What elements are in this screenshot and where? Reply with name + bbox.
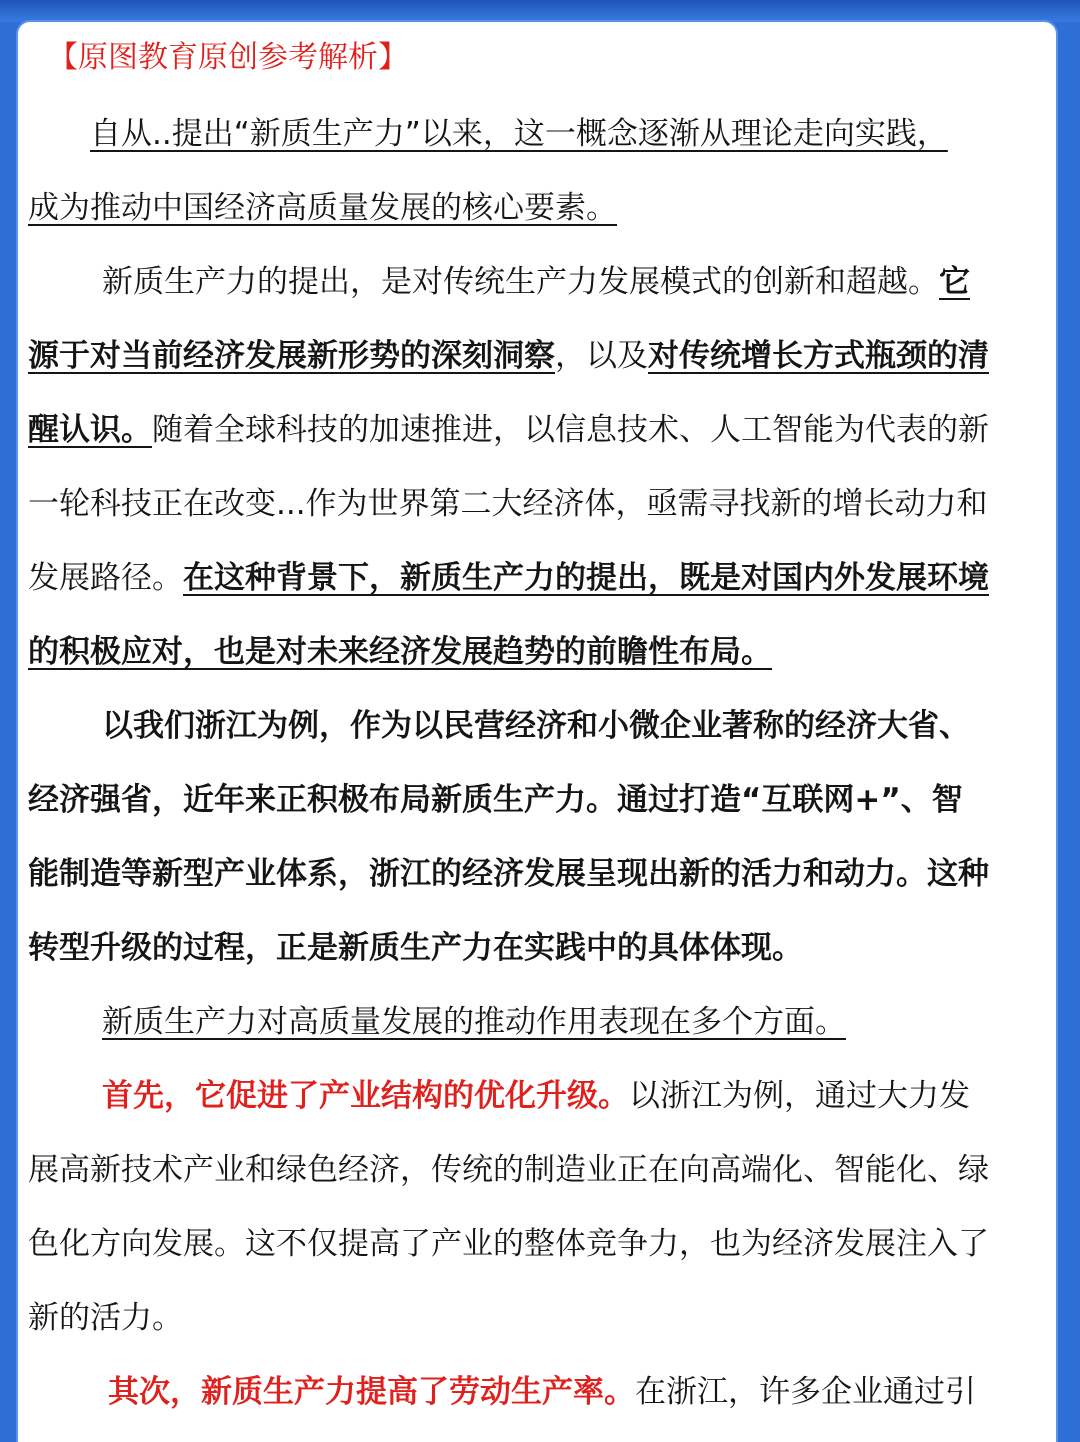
text-run: 对传统增长方式瓶颈的清: [648, 338, 989, 374]
text-run: 在这种背景下，新质生产力的提出，既是对国内外发展环境: [183, 560, 989, 596]
para5-line2: [28, 1150, 989, 1190]
para3-line1: [102, 706, 970, 746]
para2-line3: [28, 410, 989, 450]
para5-line1: [102, 1076, 970, 1116]
article-header: 【原图教育原创参考解析】: [48, 40, 408, 75]
text-run: 源于对当前经济发展新形势的深刻洞察: [28, 338, 555, 374]
para4-line1: [102, 1002, 846, 1042]
text-run: 醒认识。: [28, 412, 152, 448]
text-run: 经济强省，近年来正积极布局新质生产力。通过打造“互联网+”、智: [28, 782, 963, 818]
para1-line1: [90, 114, 948, 154]
para2-line2: [28, 336, 989, 376]
text-run: 成为推动中国经济高质量发展的核心要素。: [28, 190, 617, 226]
para2-line4: [28, 484, 988, 524]
text-run: 能制造等新型产业体系，浙江的经济发展呈现出新的活力和动力。这种: [28, 856, 989, 892]
para6-line1: [108, 1372, 976, 1412]
text-run: 发展路径。: [28, 560, 183, 596]
para2-line5: [28, 558, 989, 598]
text-run: 新的活力。: [28, 1300, 183, 1336]
text-run: 新质生产力对高质量发展的推动作用表现在多个方面。: [102, 1004, 846, 1040]
blue-frame-top: [0, 0, 1080, 22]
text-run: 色化方向发展。这不仅提高了产业的整体竞争力，也为经济发展注入了: [28, 1226, 989, 1262]
text-run: 其次，新质生产力提高了劳动生产率。: [108, 1374, 635, 1410]
text-run: 在浙江，许多企业通过引: [635, 1374, 976, 1410]
para5-line4: [28, 1298, 183, 1338]
text-run: 它: [939, 264, 970, 300]
para2-line1: [102, 262, 970, 302]
para2-line6: [28, 632, 772, 672]
text-run: 转型升级的过程，正是新质生产力在实践中的具体体现。: [28, 930, 803, 966]
text-run: 自从..提出“新质生产力”以来，这一概念逐渐从理论走向实践，: [90, 116, 948, 152]
para3-line4: [28, 928, 803, 968]
article-card: [18, 22, 1056, 1442]
text-run: 新质生产力的提出，是对传统生产力发展模式的创新和超越。: [102, 264, 939, 300]
para5-line3: [28, 1224, 989, 1264]
text-run: 的积极应对，也是对未来经济发展趋势的前瞻性布局。: [28, 634, 772, 670]
text-run: 展高新技术产业和绿色经济，传统的制造业正在向高端化、智能化、绿: [28, 1152, 989, 1188]
para3-line2: [28, 780, 963, 820]
para3-line3: [28, 854, 989, 894]
text-run: 一轮科技正在改变...作为世界第二大经济体，亟需寻找新的增长动力和: [28, 486, 988, 522]
text-run: 以浙江为例，通过大力发: [629, 1078, 970, 1114]
text-run: 以我们浙江为例，作为以民营经济和小微企业著称的经济大省、: [102, 708, 970, 744]
text-run: 随着全球科技的加速推进，以信息技术、人工智能为代表的新: [152, 412, 989, 448]
text-run: ，以及: [555, 338, 648, 374]
text-run: 首先，它促进了产业结构的优化升级。: [102, 1078, 629, 1114]
para1-line2: [28, 188, 617, 228]
